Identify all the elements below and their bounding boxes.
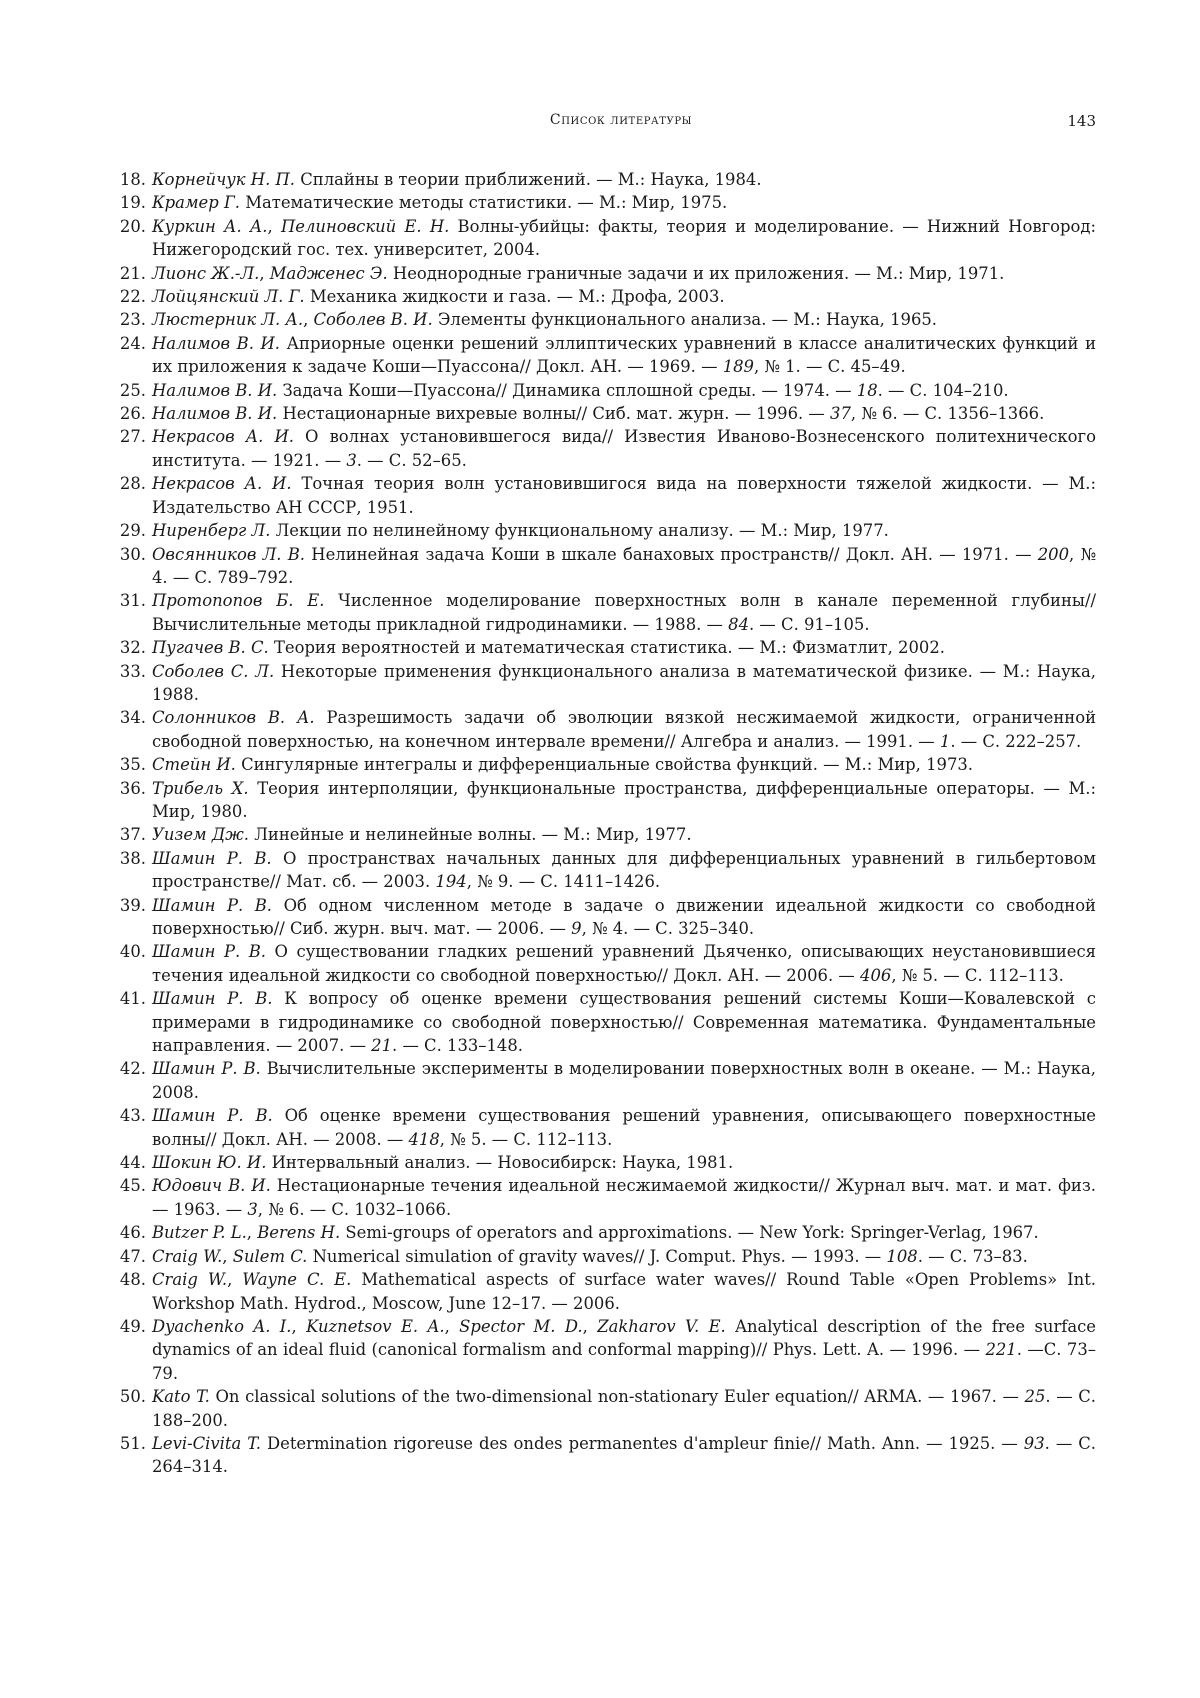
reference-segment: , № 1. — С. 45–49. [753, 357, 906, 377]
list-item [118, 285, 1096, 308]
reference-number: 18. [119, 170, 146, 189]
running-head [146, 112, 1096, 136]
reference-number: 50. [119, 1387, 146, 1407]
reference-volume: 406 [860, 965, 892, 985]
reference-author: Шамин Р. В. [152, 942, 266, 962]
list-item [118, 1432, 1096, 1479]
reference-text [152, 262, 1096, 285]
reference-segment: Точная теория волн установившигося вида на поверхности тяжелой жидкости. — М.: Издательство АН СССР, 1951. [152, 474, 1096, 517]
reference-volume: 93 [1023, 1433, 1045, 1453]
reference-text [152, 472, 1096, 519]
reference-author: Трибель Х. [152, 778, 249, 798]
list-item [118, 379, 1096, 402]
reference-author: Крамер Г. [152, 193, 241, 213]
list-item [118, 706, 1096, 753]
reference-number: 44. [119, 1153, 146, 1173]
reference-segment: , № 4. — С. 325–340. [581, 919, 755, 938]
reference-segment: Вычислительные эксперименты в моделировании поверхностных волн в океане. — М.: Наука, 2008. [152, 1059, 1096, 1102]
reference-number: 45. [119, 1176, 146, 1196]
reference-volume: 200 [1037, 544, 1070, 564]
reference-number: 30. [119, 544, 146, 564]
reference-author: Некрасов А. И. [152, 474, 292, 494]
reference-segment: , № 6. — С. 1356–1366. [850, 404, 1045, 424]
list-item [118, 425, 1096, 472]
reference-segment: Волны-убийцы: факты, теория и моделирование. — Нижний Новгород: Нижегородский гос. тех. университет, 2004. [152, 216, 1097, 260]
reference-text [152, 308, 1096, 331]
reference-number: 23. [119, 310, 146, 330]
reference-segment: Некоторые применения функционального анализа в математической физике. — М.: Наука, 1988. [152, 661, 1096, 704]
reference-volume: 189 [722, 357, 754, 377]
list-item [118, 753, 1096, 776]
reference-number: 27. [119, 427, 146, 447]
reference-number: 39. [119, 895, 146, 915]
list-item [118, 543, 1096, 590]
reference-author: Шамин Р. В. [152, 848, 272, 868]
reference-segment: Численное моделирование поверхностных волн в канале переменной глубины// Вычислительные методы прикладной гидродинамики. — 1988. — [152, 591, 1096, 634]
list-item [118, 589, 1096, 636]
reference-number: 32. [119, 638, 146, 658]
reference-volume: 37 [830, 404, 851, 424]
reference-number: 36. [119, 778, 146, 798]
reference-author: Стейн И. [152, 755, 236, 775]
running-title: Список литературы [549, 112, 693, 128]
reference-number: 20. [119, 216, 146, 236]
reference-author: Некрасов А. И. [152, 427, 294, 447]
list-item [118, 1245, 1096, 1268]
reference-text [152, 285, 1096, 308]
reference-text [152, 1315, 1096, 1385]
reference-segment: Numerical simulation of gravity waves// J. Comput. Phys. — 1993. — [307, 1246, 887, 1266]
list-item [118, 894, 1096, 941]
reference-author: Craig W. [152, 1246, 223, 1266]
reference-text [152, 1174, 1096, 1221]
reference-author: Люстерник Л. А. [152, 310, 304, 330]
reference-text [152, 823, 1096, 846]
reference-author: Zakharov V. E. [597, 1316, 726, 1336]
reference-number: 51. [119, 1433, 146, 1453]
reference-author: Butzer P. L. [152, 1223, 247, 1243]
reference-volume: 21 [371, 1036, 393, 1056]
list-item [118, 332, 1096, 379]
reference-segment: . —С. 73–79. [152, 1340, 1096, 1383]
list-item [118, 191, 1096, 214]
reference-author: Berens H. [257, 1223, 341, 1243]
reference-author: Протопопов Б. Е. [152, 591, 325, 611]
reference-author: Налимов В. И. [152, 380, 278, 400]
reference-segment: Теория интерполяции, функциональные пространства, дифференциальные операторы. — М.: Мир, 1980. [152, 778, 1097, 821]
reference-author: Sulem C. [232, 1246, 308, 1266]
reference-segment: , [259, 263, 270, 283]
reference-author: Levi-Civita T. [152, 1433, 261, 1453]
list-item [118, 987, 1096, 1057]
reference-volume: 108 [886, 1246, 918, 1266]
reference-volume: 418 [408, 1129, 440, 1149]
reference-segment: Semi-groups of operators and approximations. — New York: Springer-Verlag, 1967. [340, 1223, 1039, 1243]
reference-author: Соболев В. И. [313, 310, 433, 330]
reference-segment: Механика жидкости и газа. — М.: Дрофа, 2003. [304, 287, 725, 307]
reference-segment: . — С. 73–83. [917, 1246, 1028, 1266]
reference-number: 28. [119, 474, 146, 494]
reference-volume: 18 [856, 380, 878, 400]
reference-text [152, 543, 1096, 590]
reference-text [152, 191, 1096, 214]
list-item [118, 940, 1096, 987]
reference-author: Мадженес Э. [269, 263, 388, 283]
reference-volume: 221 [985, 1340, 1017, 1360]
list-item [118, 1174, 1096, 1221]
reference-number: 19. [119, 193, 146, 213]
reference-text [152, 1268, 1096, 1315]
reference-segment: , № 5. — С. 112–113. [891, 965, 1064, 985]
list-item [118, 777, 1096, 824]
reference-segment: Нестационарные течения идеальной несжимаемой жидкости// Журнал выч. мат. и мат. физ. — 1963. — [152, 1176, 1096, 1219]
list-item [118, 1151, 1096, 1174]
reference-segment: . — С. 133–148. [392, 1036, 523, 1056]
reference-segment: , [303, 310, 314, 330]
reference-number: 29. [119, 521, 146, 541]
reference-volume: 84 [728, 614, 750, 634]
page-number: 143 [1067, 112, 1096, 130]
reference-number: 22. [119, 287, 146, 307]
reference-segment: О пространствах начальных данных для дифференциальных уравнений в гильбертовом пространстве// Мат. сб. — 2003. [152, 848, 1096, 892]
reference-text [152, 1151, 1096, 1174]
reference-segment: Априорные оценки решений эллиптических уравнений в классе аналитических функций и их приложения к задаче Коши—Пуассона// Докл. АН. — 1969. — [152, 333, 1096, 377]
reference-author: Kato T. [152, 1387, 210, 1407]
reference-segment: О волнах установившегося вида// Известия Иваново-Вознесенского политехнического института. — 1921. — [152, 427, 1096, 470]
reference-text [152, 847, 1096, 894]
reference-number: 31. [119, 591, 146, 611]
reference-segment: Задача Коши—Пуассона// Динамика сплошной среды. — 1974. — [277, 380, 857, 400]
reference-author: Kuznetsov E. A. [306, 1316, 445, 1336]
reference-segment: Интервальный анализ. — Новосибирск: Наука, 1981. [266, 1153, 734, 1173]
list-item [118, 262, 1096, 285]
reference-text [152, 660, 1096, 707]
reference-author: Овсянников Л. В. [152, 544, 306, 564]
reference-text [152, 777, 1096, 824]
reference-number: 33. [119, 661, 146, 681]
reference-author: Уизем Дж. [152, 825, 250, 845]
reference-author: Шамин Р. В. [152, 895, 273, 915]
reference-segment: , № 5. — С. 112–113. [439, 1129, 613, 1149]
reference-segment: Разрешимость задачи об эволюции вязкой несжимаемой жидкости, ограниченной свободной поверхностью, на конечном интервале времени// Алгебра и анализ. — 1991. — [152, 708, 1097, 751]
reference-author: Лойцянский Л. Г. [152, 287, 305, 307]
reference-volume: 1 [939, 731, 951, 751]
reference-author: Куркин А. А. [152, 216, 268, 236]
list-item [118, 1268, 1096, 1315]
reference-number: 25. [119, 380, 146, 400]
reference-segment: , [291, 1316, 307, 1336]
reference-text [152, 1432, 1096, 1479]
reference-number: 37. [119, 825, 146, 845]
list-item [118, 1104, 1096, 1151]
reference-text [152, 1245, 1096, 1268]
reference-volume: 3 [247, 1199, 258, 1219]
reference-segment: Нестационарные вихревые волны// Сиб. мат. журн. — 1996. — [277, 404, 831, 424]
list-item [118, 215, 1096, 262]
reference-text [152, 519, 1096, 542]
reference-author: Craig W. [152, 1270, 228, 1290]
reference-author: Шамин Р. В. [152, 1106, 273, 1126]
reference-text [152, 589, 1096, 636]
reference-author: Шамин Р. В. [152, 1059, 261, 1079]
list-item [118, 1385, 1096, 1432]
reference-segment: , [444, 1316, 460, 1336]
list-item [118, 1221, 1096, 1244]
reference-author: Dyachenko A. I. [152, 1316, 292, 1336]
reference-author: Шокин Ю. И. [152, 1153, 267, 1173]
reference-author: Пугачев В. С. [152, 638, 269, 658]
reference-segment: О существовании гладких решений уравнений Дьяченко, описывающих неустановившиеся течения идеальной жидкости со свободной поверхностью// Докл. АН. — 2006. — [152, 942, 1096, 985]
reference-text [152, 1221, 1096, 1244]
reference-segment: Нелинейная задача Коши в шкале банаховых пространств// Докл. АН. — 1971. — [305, 544, 1038, 564]
reference-number: 34. [119, 708, 146, 728]
reference-number: 48. [119, 1270, 146, 1290]
reference-number: 38. [119, 848, 146, 868]
reference-number: 21. [119, 263, 146, 283]
reference-text [152, 706, 1096, 753]
reference-text [152, 1104, 1096, 1151]
reference-author: Spector M. D. [459, 1316, 583, 1336]
reference-text [152, 1057, 1096, 1104]
list-item [118, 402, 1096, 425]
reference-author: Юдович В. И. [152, 1176, 271, 1196]
list-item [118, 847, 1096, 894]
reference-segment: , № 6. — С. 1032–1066. [257, 1199, 452, 1219]
reference-number: 41. [119, 989, 146, 1009]
reference-segment: . — С. 104–210. [877, 380, 1009, 400]
reference-text [152, 940, 1096, 987]
reference-segment: . — С. 91–105. [749, 614, 870, 634]
list-item [118, 660, 1096, 707]
reference-number: 46. [119, 1223, 146, 1243]
reference-author: Шамин Р. В. [152, 989, 273, 1009]
reference-author: Налимов В. И. [152, 404, 278, 424]
reference-segment: Линейные и нелинейные волны. — М.: Мир, 1977. [249, 825, 692, 845]
reference-segment: Об одном численном методе в задаче о движении идеальной жидкости со свободной поверхностью// Сиб. журн. выч. мат. — 2006. — [152, 895, 1096, 938]
reference-segment: , [222, 1246, 233, 1266]
reference-segment: , [227, 1270, 243, 1290]
reference-text [152, 636, 1096, 659]
reference-segment: Математические методы статистики. — М.: Мир, 1975. [240, 193, 728, 213]
reference-segment: . — С. 264–314. [152, 1433, 1096, 1477]
reference-segment: Сингулярные интегралы и дифференциальные свойства функций. — М.: Мир, 1973. [235, 755, 974, 775]
reference-number: 26. [119, 404, 146, 424]
reference-list [118, 168, 1096, 1479]
reference-segment: , № 9. — С. 1411–1426. [466, 872, 661, 892]
reference-segment: , [582, 1316, 598, 1336]
reference-segment: . — С. 188–200. [152, 1387, 1097, 1430]
reference-volume: 3 [346, 450, 357, 470]
reference-author: Пелиновский Е. Н. [280, 216, 450, 236]
list-item [118, 308, 1096, 331]
reference-segment: , [246, 1223, 258, 1243]
list-item [118, 472, 1096, 519]
reference-text [152, 402, 1096, 425]
reference-segment: Элементы функционального анализа. — М.: Наука, 1965. [432, 310, 938, 330]
reference-number: 40. [119, 942, 146, 962]
reference-text [152, 215, 1096, 262]
reference-segment: Неоднородные граничные задачи и их приложения. — М.: Мир, 1971. [387, 263, 1005, 283]
reference-segment: Analytical description of the free surface dynamics of an ideal fluid (canonical formalism and conformal mapping)// Phys. Lett. A. — 1996. — [152, 1316, 1096, 1360]
reference-author: Соболев С. Л. [152, 661, 275, 681]
reference-number: 47. [119, 1246, 146, 1266]
reference-segment: Теория вероятностей и математическая статистика. — М.: Физматлит, 2002. [268, 638, 945, 658]
list-item [118, 1315, 1096, 1385]
reference-text [152, 987, 1096, 1057]
reference-segment: Mathematical aspects of surface water waves// Round Table «Open Problems» Int. Workshop Math. Hydrod., Moscow, June 12–17. — 2006. [152, 1270, 1096, 1313]
list-item [118, 168, 1096, 191]
reference-author: Корнейчук Н. П. [152, 170, 296, 189]
reference-text [152, 753, 1096, 776]
reference-volume: 194 [435, 872, 467, 892]
list-item [118, 1057, 1096, 1104]
reference-text [152, 425, 1096, 472]
reference-segment: К вопросу об оценке времени существования решений системы Коши—Ковалевской с примерами в гидродинамике со свободной поверхностью// Современная математика. Фундаментальные направления. — 2007. — [152, 989, 1096, 1056]
reference-number: 43. [119, 1106, 146, 1126]
reference-author: Wayne C. E. [242, 1270, 352, 1290]
reference-segment: Об оценке времени существования решений уравнения, описывающего поверхностные волны// Докл. АН. — 2008. — [152, 1106, 1096, 1149]
reference-volume: 9 [571, 919, 582, 938]
reference-author: Ниренберг Л. [152, 521, 271, 541]
reference-segment: Лекции по нелинейному функциональному анализу. — М.: Мир, 1977. [270, 521, 889, 541]
reference-segment: Determination rigoreuse des ondes permanentes d'ampleur finie// Math. Ann. — 1925. — [261, 1433, 1024, 1453]
reference-text [152, 332, 1096, 379]
reference-segment: . — С. 222–257. [950, 731, 1082, 751]
reference-text [152, 168, 1096, 191]
reference-segment: , № 4. — С. 789–792. [152, 544, 1096, 587]
reference-segment: , [267, 216, 281, 236]
list-item [118, 823, 1096, 846]
list-item [118, 636, 1096, 659]
reference-text [152, 1385, 1096, 1432]
reference-number: 42. [119, 1059, 146, 1079]
reference-author: Налимов В. И. [152, 333, 281, 353]
reference-volume: 25 [1024, 1387, 1046, 1407]
reference-text [152, 379, 1096, 402]
reference-segment: Сплайны в теории приближений. — М.: Наука, 1984. [295, 170, 762, 189]
reference-text [152, 894, 1096, 941]
reference-number: 35. [119, 755, 146, 775]
reference-number: 24. [119, 333, 146, 353]
reference-author: Солонников В. А. [152, 708, 315, 728]
reference-segment: . — С. 52–65. [356, 450, 467, 470]
reference-segment: On classical solutions of the two-dimensional non-stationary Euler equation// ARMA. — 1967. — [209, 1387, 1025, 1407]
list-item [118, 519, 1096, 542]
reference-number: 49. [119, 1316, 146, 1336]
reference-author: Лионс Ж.-Л. [152, 263, 260, 283]
